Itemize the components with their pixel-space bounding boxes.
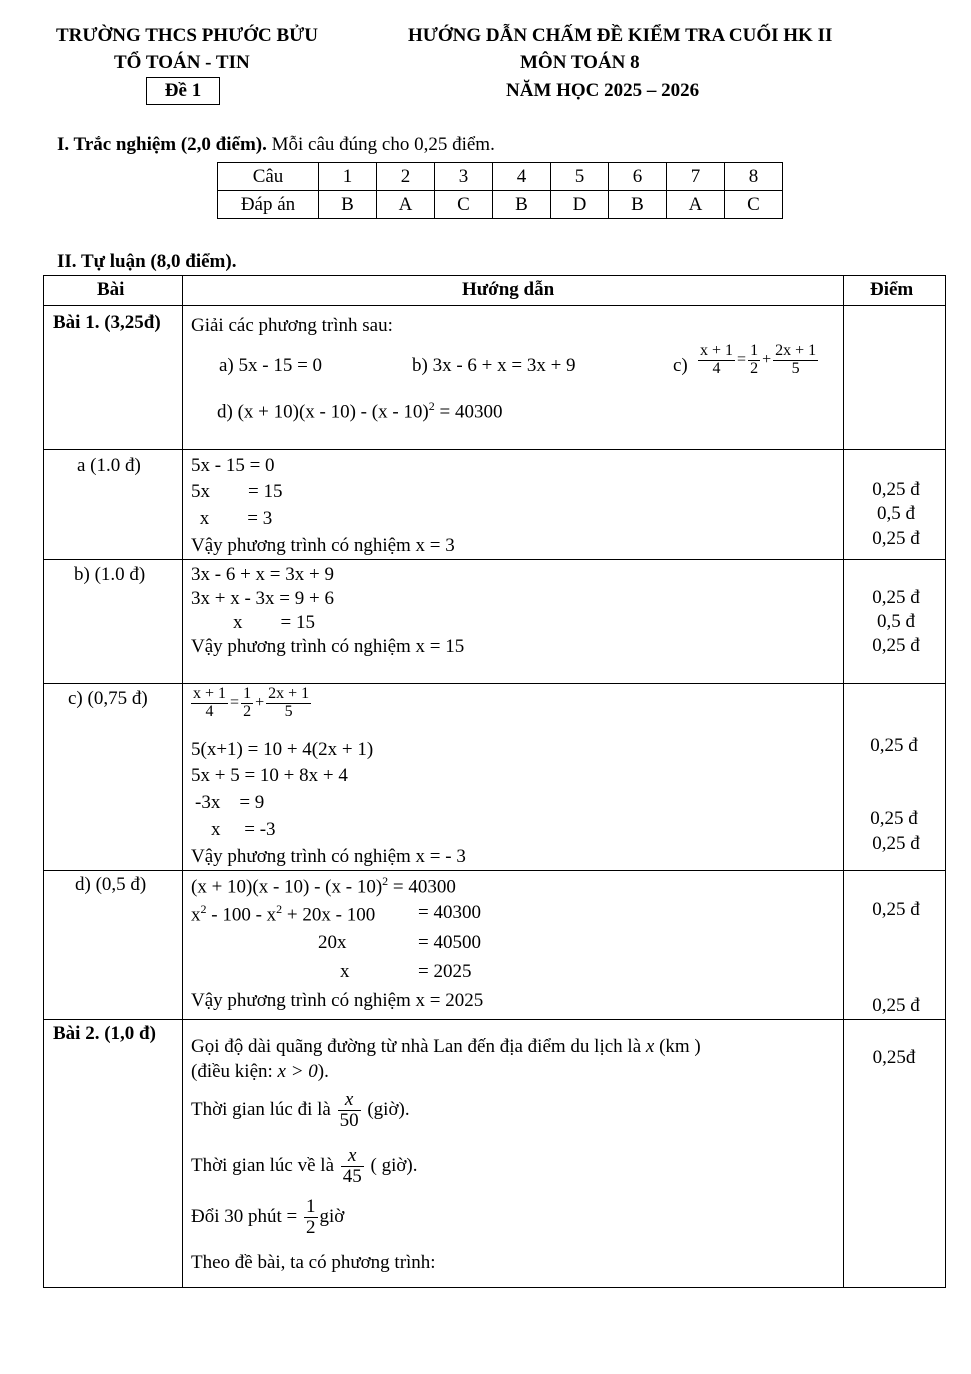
answer-row-label: Đáp án <box>218 191 319 219</box>
denominator: 4 <box>205 702 214 720</box>
score: 0,25 đ <box>872 995 920 1016</box>
score: 0,5 đ <box>877 503 915 524</box>
bai1-eq-c-prefix: c) <box>673 355 688 376</box>
table-row-divider <box>43 870 946 871</box>
question-number: 1 <box>319 163 377 191</box>
part-c-label: c) (0,75 đ) <box>68 688 148 709</box>
numerator: 1 <box>750 342 759 359</box>
question-number: 7 <box>667 163 725 191</box>
bai1-label: Bài 1. (3,25đ) <box>53 312 161 333</box>
part-d-line <box>191 874 456 898</box>
eq-d-part: = 40300 <box>434 401 503 423</box>
part1-heading <box>57 134 495 156</box>
numerator: 1 <box>306 1196 316 1217</box>
school-year: NĂM HỌC 2025 – 2026 <box>506 80 700 101</box>
part1-heading-bold: I. Trắc nghiệm (2,0 điểm). <box>57 134 267 155</box>
department-name: TỔ TOÁN - TIN <box>114 52 250 73</box>
score: 0,25 đ <box>872 479 920 500</box>
eq-part: + 20x - 100 <box>282 904 376 926</box>
part-c-line: 5x + 5 = 10 + 8x + 4 <box>191 765 348 786</box>
denominator: 50 <box>339 1109 359 1131</box>
equals-sign: = <box>737 350 747 368</box>
denominator: 2 <box>243 702 252 720</box>
part-d-label: d) (0,5 đ) <box>75 874 147 895</box>
answer-cell: B <box>319 191 377 219</box>
question-number: 4 <box>493 163 551 191</box>
text-part: (giờ). <box>362 1098 410 1120</box>
exam-code-box: Đề 1 <box>146 77 220 105</box>
bai2-line <box>191 1197 344 1238</box>
question-number: 8 <box>725 163 783 191</box>
answer-cell: A <box>377 191 435 219</box>
col-header-bai: Bài <box>97 279 125 300</box>
eq-part: (x + 10)(x - 10) - (x - 10) <box>191 876 383 898</box>
superscript: 2 <box>382 874 389 888</box>
answer-cell: D <box>551 191 609 219</box>
text-part: Đổi 30 phút = <box>191 1205 302 1227</box>
bai2-line: Theo đề bài, ta có phương trình: <box>191 1252 436 1273</box>
multiple-choice-answer-table <box>217 162 783 219</box>
fraction <box>748 343 760 378</box>
numerator: x <box>341 1146 364 1167</box>
numerator: 2x + 1 <box>268 685 310 702</box>
bai1-eq-b: b) 3x - 6 + x = 3x + 9 <box>412 355 576 376</box>
text-part: ). <box>317 1061 329 1082</box>
fraction <box>241 686 253 721</box>
score: 0,5 đ <box>877 611 915 632</box>
eq-part: x <box>191 904 201 926</box>
part2-heading: II. Tự luận (8,0 điểm). <box>57 251 237 272</box>
table-border-top <box>43 275 946 276</box>
part-b-line: x = 15 <box>233 612 315 633</box>
score: 0,25 đ <box>872 587 920 608</box>
plus-sign: + <box>762 350 772 368</box>
score: 0,25 đ <box>872 635 920 656</box>
denominator: 4 <box>712 359 721 377</box>
question-row <box>218 163 783 191</box>
answer-cell: A <box>667 191 725 219</box>
bai2-line <box>191 1036 701 1058</box>
text-part: Gọi độ dài quãng đường từ nhà Lan đến địa điểm du lịch là <box>191 1036 646 1057</box>
answer-cell: C <box>725 191 783 219</box>
bai2-line <box>191 1146 418 1187</box>
part-b-label: b) (1.0 đ) <box>74 564 146 585</box>
document-title: HƯỚNG DẪN CHẤM ĐỀ KIỂM TRA CUỐI HK II <box>408 25 833 46</box>
bai1-intro: Giải các phương trình sau: <box>191 315 393 336</box>
text-part: Thời gian lúc về là <box>191 1154 339 1176</box>
fraction <box>338 1090 361 1131</box>
table-row-divider <box>43 305 946 306</box>
part-d-line <box>191 902 375 926</box>
score: 0,25 đ <box>870 808 918 829</box>
variable: x <box>645 1036 655 1057</box>
numerator: x + 1 <box>193 685 227 702</box>
fraction <box>304 1197 318 1238</box>
part-d-conclusion: Vậy phương trình có nghiệm x = 2025 <box>191 990 484 1011</box>
denominator: 2 <box>750 359 759 377</box>
table-row-divider <box>43 449 946 450</box>
school-name: TRƯỜNG THCS PHƯỚC BỬU <box>56 25 318 46</box>
part-d-line: x <box>340 961 350 982</box>
table-border-right <box>945 275 946 1288</box>
score: 0,25 đ <box>872 528 920 549</box>
score: 0,25 đ <box>870 735 918 756</box>
score: 0,25 đ <box>872 833 920 854</box>
table-col-divider <box>843 275 844 1288</box>
bai2-line <box>191 1061 329 1083</box>
part-a-line: x = 3 <box>195 508 273 529</box>
text-part: (điều kiện: <box>191 1061 278 1082</box>
fraction <box>266 686 311 721</box>
table-border-bottom <box>43 1287 946 1288</box>
col-header-score: Điểm <box>870 279 914 300</box>
question-number: 6 <box>609 163 667 191</box>
eq-d-part: d) (x + 10)(x - 10) - (x - 10) <box>217 401 429 423</box>
answer-cell: C <box>435 191 493 219</box>
part-b-conclusion: Vậy phương trình có nghiệm x = 15 <box>191 636 465 657</box>
text-part: Thời gian lúc đi là <box>191 1098 336 1120</box>
question-row-label: Câu <box>218 163 319 191</box>
subject-title: MÔN TOÁN 8 <box>520 52 640 73</box>
fraction <box>341 1146 364 1187</box>
bai1-eq-c <box>696 343 820 378</box>
part-a-label: a (1.0 đ) <box>77 455 141 476</box>
essay-grading-table <box>43 275 946 1288</box>
table-border-left <box>43 275 44 1288</box>
bai1-eq-a: a) 5x - 15 = 0 <box>219 355 323 376</box>
part-b-line: 3x + x - 3x = 9 + 6 <box>191 588 334 609</box>
denominator: 2 <box>306 1216 316 1238</box>
part-c-line: 5(x+1) = 10 + 4(2x + 1) <box>191 739 374 760</box>
fraction <box>773 343 818 378</box>
fraction <box>191 686 228 721</box>
superscript: 2 <box>428 399 435 413</box>
question-number: 2 <box>377 163 435 191</box>
numerator: 1 <box>243 685 252 702</box>
score: 0,25 đ <box>872 899 920 920</box>
numerator: x + 1 <box>700 342 734 359</box>
eq-part: = 40300 <box>388 876 456 898</box>
part-c-line: -3x = 9 <box>195 792 265 813</box>
text-part: (km ) <box>654 1036 701 1057</box>
eq-part: - 100 - x <box>206 904 277 926</box>
table-row-divider <box>43 1019 946 1020</box>
question-number: 5 <box>551 163 609 191</box>
part-c-line: x = -3 <box>211 819 276 840</box>
numerator: x <box>338 1090 361 1111</box>
question-number: 3 <box>435 163 493 191</box>
part-a-line: 5x = 15 <box>191 481 283 502</box>
part-a-line: 5x - 15 = 0 <box>191 455 275 476</box>
part-d-line: 20x <box>318 932 347 953</box>
superscript: 2 <box>276 902 283 916</box>
plus-sign: + <box>255 693 265 711</box>
part1-heading-rest: Mỗi câu đúng cho 0,25 điểm. <box>266 134 495 155</box>
fraction <box>698 343 735 378</box>
part-c-equation <box>189 686 313 721</box>
part-d-line-rhs: = 2025 <box>418 961 472 982</box>
bai2-line <box>191 1090 410 1131</box>
bai1-eq-d <box>217 399 502 423</box>
bai2-label: Bài 2. (1,0 đ) <box>53 1023 156 1044</box>
superscript: 2 <box>200 902 207 916</box>
denominator: 45 <box>342 1165 362 1187</box>
denominator: 5 <box>791 359 800 377</box>
answer-cell: B <box>609 191 667 219</box>
equals-sign: = <box>230 693 240 711</box>
denominator: 5 <box>284 702 293 720</box>
condition: x > 0 <box>277 1061 318 1082</box>
col-header-guide: Hướng dẫn <box>462 279 555 300</box>
text-part: giờ <box>319 1205 345 1227</box>
table-row-divider <box>43 683 946 684</box>
part-c-conclusion: Vậy phương trình có nghiệm x = - 3 <box>191 846 466 867</box>
table-col-divider <box>182 275 183 1288</box>
numerator: 2x + 1 <box>775 342 817 359</box>
answer-row <box>218 191 783 219</box>
table-row-divider <box>43 559 946 560</box>
answer-cell: B <box>493 191 551 219</box>
part-d-line-rhs: = 40300 <box>418 902 481 923</box>
text-part: ( giờ). <box>365 1154 418 1176</box>
part-a-conclusion: Vậy phương trình có nghiệm x = 3 <box>191 535 455 556</box>
part-b-line: 3x - 6 + x = 3x + 9 <box>191 564 334 585</box>
part-d-line-rhs: = 40500 <box>418 932 481 953</box>
score: 0,25đ <box>872 1047 916 1068</box>
